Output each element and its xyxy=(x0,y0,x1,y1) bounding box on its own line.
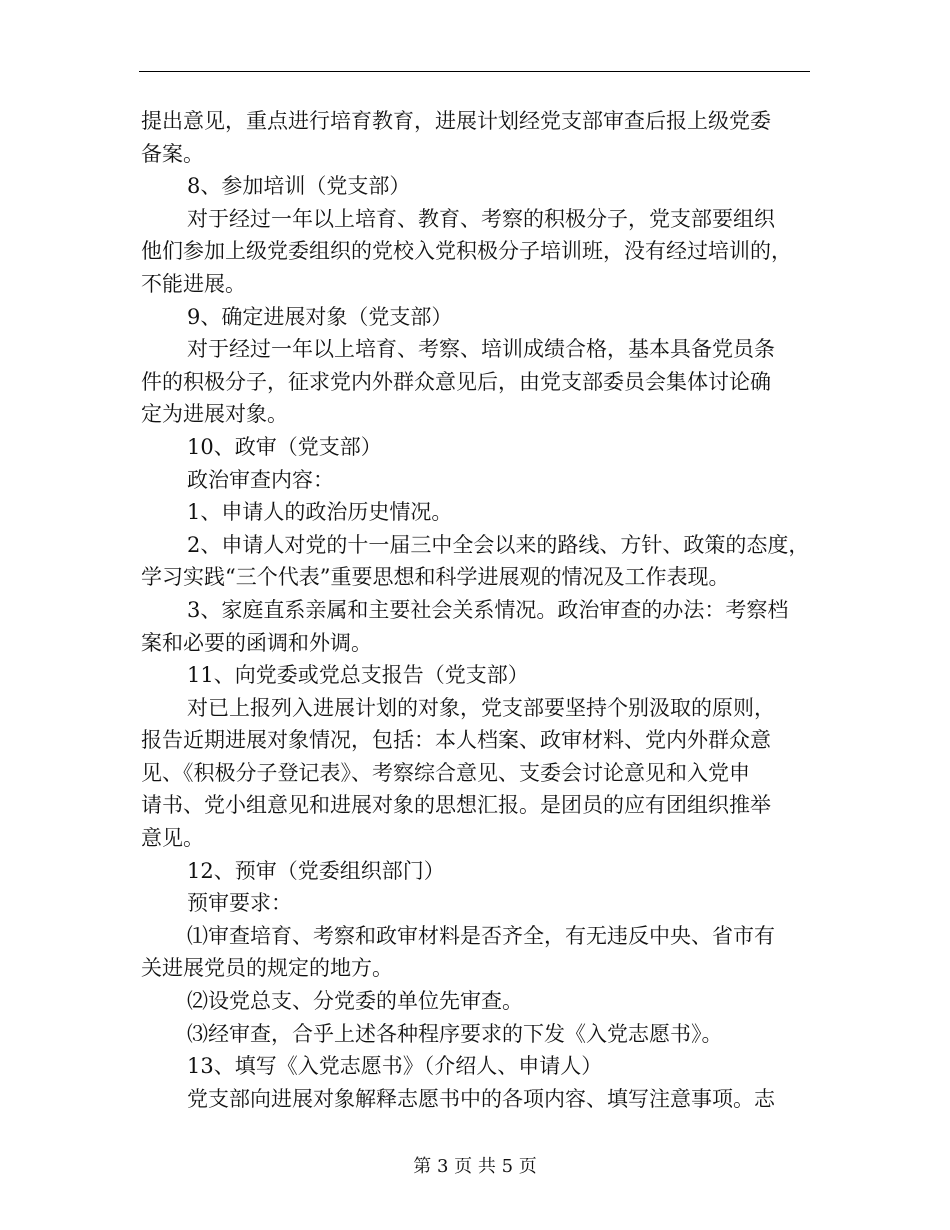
text-line: 报告近期进展对象情况，包括：本人档案、政审材料、党内外群众意 xyxy=(141,728,771,753)
text-line: 政治审查内容： xyxy=(187,467,334,492)
text-line: 2、申请人对党的十一届三中全会以来的路线、方针、政策的态度， xyxy=(187,532,810,557)
text-line: 案和必要的函调和外调。 xyxy=(141,630,372,655)
text-line: 11、向党委或党总支报告（党支部） xyxy=(187,663,529,688)
text-line: 对于经过一年以上培育、教育、考察的积极分子，党支部要组织 xyxy=(187,206,775,231)
page-footer: 第 3 页 共 5 页 xyxy=(413,1156,537,1177)
text-line: 定为进展对象。 xyxy=(141,402,288,427)
text-line: 关进展党员的规定的地方。 xyxy=(141,956,393,981)
text-line: 9、确定进展对象（党支部） xyxy=(187,304,453,329)
text-line: ⑵设党总支、分党委的单位先审查。 xyxy=(187,989,523,1014)
header-rule xyxy=(139,71,810,72)
text-line: 1、申请人的政治历史情况。 xyxy=(187,500,453,525)
body-text xyxy=(141,105,813,1115)
text-line: 请书、党小组意见和进展对象的思想汇报。是团员的应有团组织推举 xyxy=(141,793,771,818)
text-line: 12、预审（党委组织部门） xyxy=(187,858,445,883)
text-line: ⑴审查培育、考察和政审材料是否齐全，有无违反中央、省市有 xyxy=(187,923,775,948)
text-line: 见、《积极分子登记表》、考察综合意见、支委会讨论意见和入党申 xyxy=(141,760,750,785)
text-line: 意见。 xyxy=(141,826,204,851)
text-line: 学习实践“三个代表”重要思想和科学进展观的情况及工作表现。 xyxy=(141,565,730,590)
text-line: 他们参加上级党委组织的党校入党积极分子培训班，没有经过培训的， xyxy=(141,239,792,264)
text-line: 13、填写《入党志愿书》（介绍人、申请人） xyxy=(187,1054,603,1079)
text-line: 提出意见，重点进行培育教育，进展计划经党支部审查后报上级党委 xyxy=(141,109,771,133)
text-line: 不能进展。 xyxy=(141,271,246,296)
text-line: ⑶经审查，合乎上述各种程序要求的下发《入党志愿书》。 xyxy=(187,1021,723,1046)
text-line: 预审要求： xyxy=(187,891,292,916)
text-line: 对于经过一年以上培育、考察、培训成绩合格，基本具备党员条 xyxy=(187,337,775,362)
text-line: 对已上报列入进展计划的对象，党支部要坚持个别汲取的原则， xyxy=(187,695,775,720)
text-line: 3、家庭直系亲属和主要社会关系情况。政治审查的办法：考察档 xyxy=(187,597,789,622)
text-line: 党支部向进展对象解释志愿书中的各项内容、填写注意事项。志 xyxy=(187,1086,775,1111)
text-line: 件的积极分子，征求党内外群众意见后，由党支部委员会集体讨论确 xyxy=(141,369,771,394)
text-line: 备案。 xyxy=(141,141,204,166)
text-line: 10、政审（党支部） xyxy=(187,434,382,459)
text-line: 8、参加培训（党支部） xyxy=(187,174,411,199)
